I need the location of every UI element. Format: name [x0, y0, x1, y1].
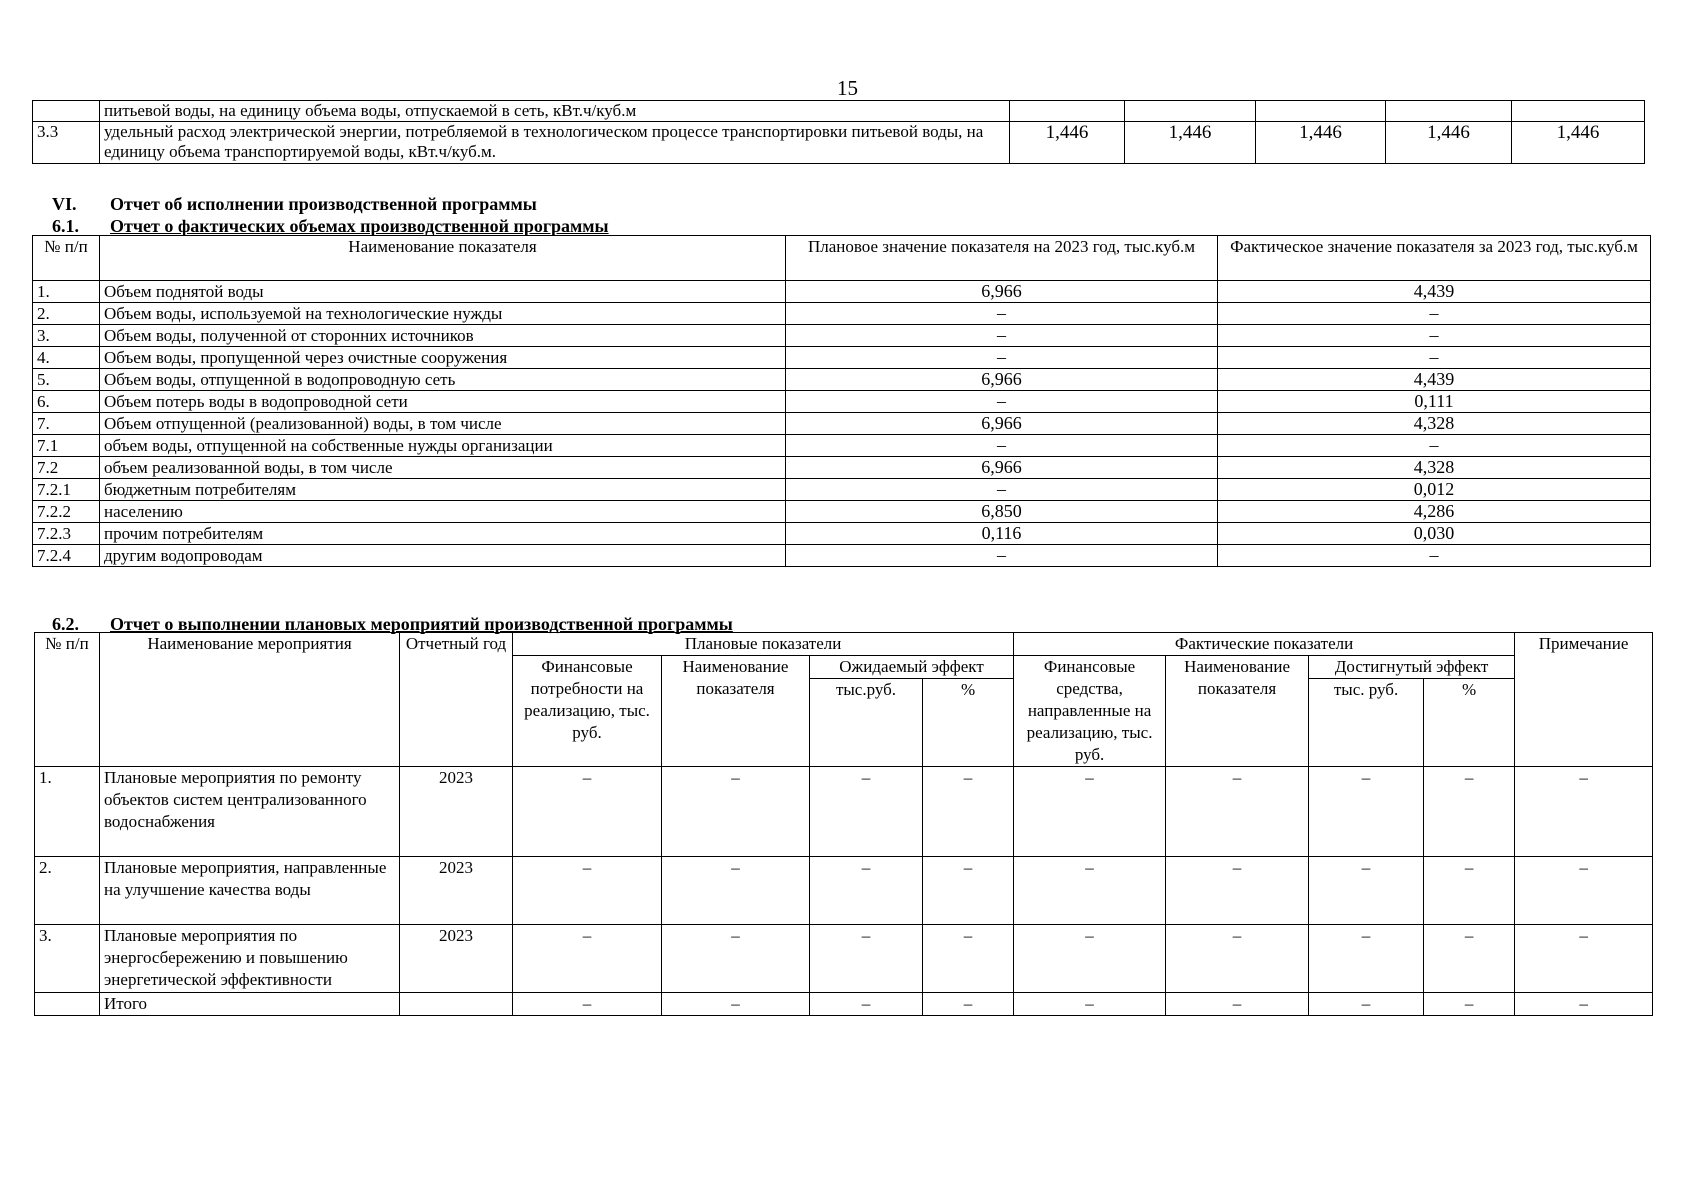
row-name: Плановые мероприятия по ремонту объектов систем централизованного водоснабжения [100, 767, 400, 857]
table-header-row [35, 633, 1653, 656]
row-value: – [1424, 767, 1515, 857]
header-plan-rub: тыс.руб. [810, 679, 923, 767]
table-row [33, 122, 1645, 164]
header-name: Наименование показателя [100, 236, 786, 281]
row-value: – [923, 993, 1014, 1016]
table-row [35, 993, 1653, 1016]
row-value: – [1424, 993, 1515, 1016]
header-fact: Фактическое значение показателя за 2023 год, тыс.куб.м [1218, 236, 1651, 281]
row-number: 7.2.2 [33, 501, 100, 523]
row-year: 2023 [400, 857, 513, 925]
row-plan: 6,966 [786, 281, 1218, 303]
section-number: 6.1. [52, 216, 79, 236]
header-fact-group: Фактические показатели [1014, 633, 1515, 656]
section-title: Отчет о фактических объемах производственной программы [110, 216, 609, 236]
row-number: 7.2.3 [33, 523, 100, 545]
header-name: Наименование мероприятия [100, 633, 400, 767]
row-fact: 4,439 [1218, 281, 1651, 303]
row-number: 6. [33, 391, 100, 413]
row-number: 1. [35, 767, 100, 857]
row-value: – [1515, 857, 1653, 925]
row-value: – [810, 767, 923, 857]
row-plan: 6,966 [786, 369, 1218, 391]
table-row [33, 391, 1651, 413]
header-fact-rub: тыс. руб. [1309, 679, 1424, 767]
row-name: Плановые мероприятия по энергосбережению и повышению энергетической эффективности [100, 925, 400, 993]
section-title: Отчет о выполнении плановых мероприятий производственной программы [110, 614, 733, 634]
energy-consumption-table [32, 100, 1645, 164]
row-name: Объем воды, отпущенной в водопроводную сеть [100, 369, 786, 391]
header-num: № п/п [33, 236, 100, 281]
row-plan: 6,966 [786, 413, 1218, 435]
row-value: 1,446 [1010, 122, 1125, 164]
row-value: – [1014, 767, 1166, 857]
header-fact-pct: % [1424, 679, 1515, 767]
table-row [33, 325, 1651, 347]
row-text: удельный расход электрической энергии, потребляемой в технологическом процессе транспортировки питьевой воды, на единицу объема транспортируемой воды, кВт.ч/куб.м. [100, 122, 1010, 164]
header-plan-ind: Наименование показателя [662, 656, 810, 767]
row-value: – [1515, 767, 1653, 857]
table-row [33, 101, 1645, 122]
row-fact: 0,030 [1218, 523, 1651, 545]
row-fact: 4,286 [1218, 501, 1651, 523]
header-fact-fin: Финансовые средства, направленные на реализацию, тыс. руб. [1014, 656, 1166, 767]
row-value: – [1014, 925, 1166, 993]
section-heading [52, 216, 609, 237]
row-number: 7.2.4 [33, 545, 100, 567]
section-number: 6.2. [52, 614, 79, 634]
row-name: Плановые мероприятия, направленные на улучшение качества воды [100, 857, 400, 925]
row-name: Объем воды, используемой на технологические нужды [100, 303, 786, 325]
table-row [33, 501, 1651, 523]
row-plan: – [786, 347, 1218, 369]
row-name: прочим потребителям [100, 523, 786, 545]
table-row [35, 925, 1653, 993]
row-value: – [662, 925, 810, 993]
row-plan: – [786, 303, 1218, 325]
row-name: Объем воды, полученной от сторонних источников [100, 325, 786, 347]
row-number: 4. [33, 347, 100, 369]
table-row [33, 281, 1651, 303]
row-fact: 4,328 [1218, 413, 1651, 435]
row-fact: – [1218, 303, 1651, 325]
row-plan: – [786, 545, 1218, 567]
row-value: – [662, 767, 810, 857]
header-plan: Плановое значение показателя на 2023 год, тыс.куб.м [786, 236, 1218, 281]
header-num: № п/п [35, 633, 100, 767]
row-fact: – [1218, 435, 1651, 457]
header-fact-ind: Наименование показателя [1166, 656, 1309, 767]
row-fact: 0,111 [1218, 391, 1651, 413]
header-fact-effect: Достигнутый эффект [1309, 656, 1515, 679]
row-plan: 6,850 [786, 501, 1218, 523]
table-row [35, 857, 1653, 925]
row-fact: – [1218, 545, 1651, 567]
row-plan: 6,966 [786, 457, 1218, 479]
row-value: 1,446 [1512, 122, 1645, 164]
row-name: Объем воды, пропущенной через очистные сооружения [100, 347, 786, 369]
row-value [1512, 101, 1645, 122]
header-note: Примечание [1515, 633, 1653, 767]
table-row [35, 767, 1653, 857]
row-plan: 0,116 [786, 523, 1218, 545]
row-year: 2023 [400, 925, 513, 993]
row-value: – [923, 767, 1014, 857]
row-value: – [1309, 925, 1424, 993]
row-fact: – [1218, 325, 1651, 347]
production-volumes-table [32, 235, 1651, 567]
row-year [400, 993, 513, 1016]
row-number: 2. [33, 303, 100, 325]
table-row [33, 545, 1651, 567]
row-value [1256, 101, 1386, 122]
row-number: 3.3 [33, 122, 100, 164]
page-number: 15 [837, 76, 858, 100]
row-year: 2023 [400, 767, 513, 857]
row-value: – [1166, 993, 1309, 1016]
header-plan-effect: Ожидаемый эффект [810, 656, 1014, 679]
row-value [1386, 101, 1512, 122]
row-name: населению [100, 501, 786, 523]
row-name: Объем потерь воды в водопроводной сети [100, 391, 786, 413]
row-value: – [513, 767, 662, 857]
planned-measures-table [34, 632, 1653, 1016]
section-title: Отчет об исполнении производственной программы [110, 194, 537, 214]
row-number: 7.2.1 [33, 479, 100, 501]
row-value: – [1014, 993, 1166, 1016]
row-value: – [1515, 925, 1653, 993]
row-value: 1,446 [1125, 122, 1256, 164]
row-number: 2. [35, 857, 100, 925]
row-number [35, 993, 100, 1016]
row-number: 1. [33, 281, 100, 303]
row-number: 3. [35, 925, 100, 993]
row-value: – [1515, 993, 1653, 1016]
header-plan-fin: Финансовые потребности на реализацию, тыс. руб. [513, 656, 662, 767]
table-row [33, 347, 1651, 369]
table-row [33, 303, 1651, 325]
table-row [33, 369, 1651, 391]
table-row [33, 479, 1651, 501]
row-value: – [513, 993, 662, 1016]
row-value: – [810, 857, 923, 925]
row-value: – [1424, 925, 1515, 993]
row-value: – [810, 925, 923, 993]
row-number: 7. [33, 413, 100, 435]
row-value: – [513, 925, 662, 993]
row-fact: 4,439 [1218, 369, 1651, 391]
row-value: – [1424, 857, 1515, 925]
row-number: 7.2 [33, 457, 100, 479]
row-plan: – [786, 435, 1218, 457]
section-number: VI. [52, 194, 77, 214]
table-header-row [33, 236, 1651, 281]
row-value: – [1166, 857, 1309, 925]
row-value: – [1166, 925, 1309, 993]
row-plan: – [786, 391, 1218, 413]
header-year: Отчетный год [400, 633, 513, 767]
row-value: 1,446 [1386, 122, 1512, 164]
row-value: – [923, 925, 1014, 993]
row-number: 3. [33, 325, 100, 347]
row-number [33, 101, 100, 122]
row-name: Объем отпущенной (реализованной) воды, в том числе [100, 413, 786, 435]
row-value: – [810, 993, 923, 1016]
row-plan: – [786, 479, 1218, 501]
row-plan: – [786, 325, 1218, 347]
row-value: – [1309, 857, 1424, 925]
row-name: объем реализованной воды, в том числе [100, 457, 786, 479]
row-value: 1,446 [1256, 122, 1386, 164]
row-name: Объем поднятой воды [100, 281, 786, 303]
row-value: – [662, 857, 810, 925]
row-number: 7.1 [33, 435, 100, 457]
row-name: Итого [100, 993, 400, 1016]
row-fact: 0,012 [1218, 479, 1651, 501]
header-plan-pct: % [923, 679, 1014, 767]
row-name: бюджетным потребителям [100, 479, 786, 501]
row-value: – [662, 993, 810, 1016]
table-row [33, 435, 1651, 457]
header-plan-group: Плановые показатели [513, 633, 1014, 656]
row-fact: 4,328 [1218, 457, 1651, 479]
row-fact: – [1218, 347, 1651, 369]
row-name: другим водопроводам [100, 545, 786, 567]
table-row [33, 413, 1651, 435]
row-value [1125, 101, 1256, 122]
row-value: – [1309, 767, 1424, 857]
row-value: – [1309, 993, 1424, 1016]
row-number: 5. [33, 369, 100, 391]
row-value: – [1014, 857, 1166, 925]
row-value: – [1166, 767, 1309, 857]
table-row [33, 523, 1651, 545]
table-row [33, 457, 1651, 479]
section-heading [52, 194, 537, 215]
row-text: питьевой воды, на единицу объема воды, отпускаемой в сеть, кВт.ч/куб.м [100, 101, 1010, 122]
row-value: – [513, 857, 662, 925]
row-name: объем воды, отпущенной на собственные нужды организации [100, 435, 786, 457]
row-value: – [923, 857, 1014, 925]
row-value [1010, 101, 1125, 122]
